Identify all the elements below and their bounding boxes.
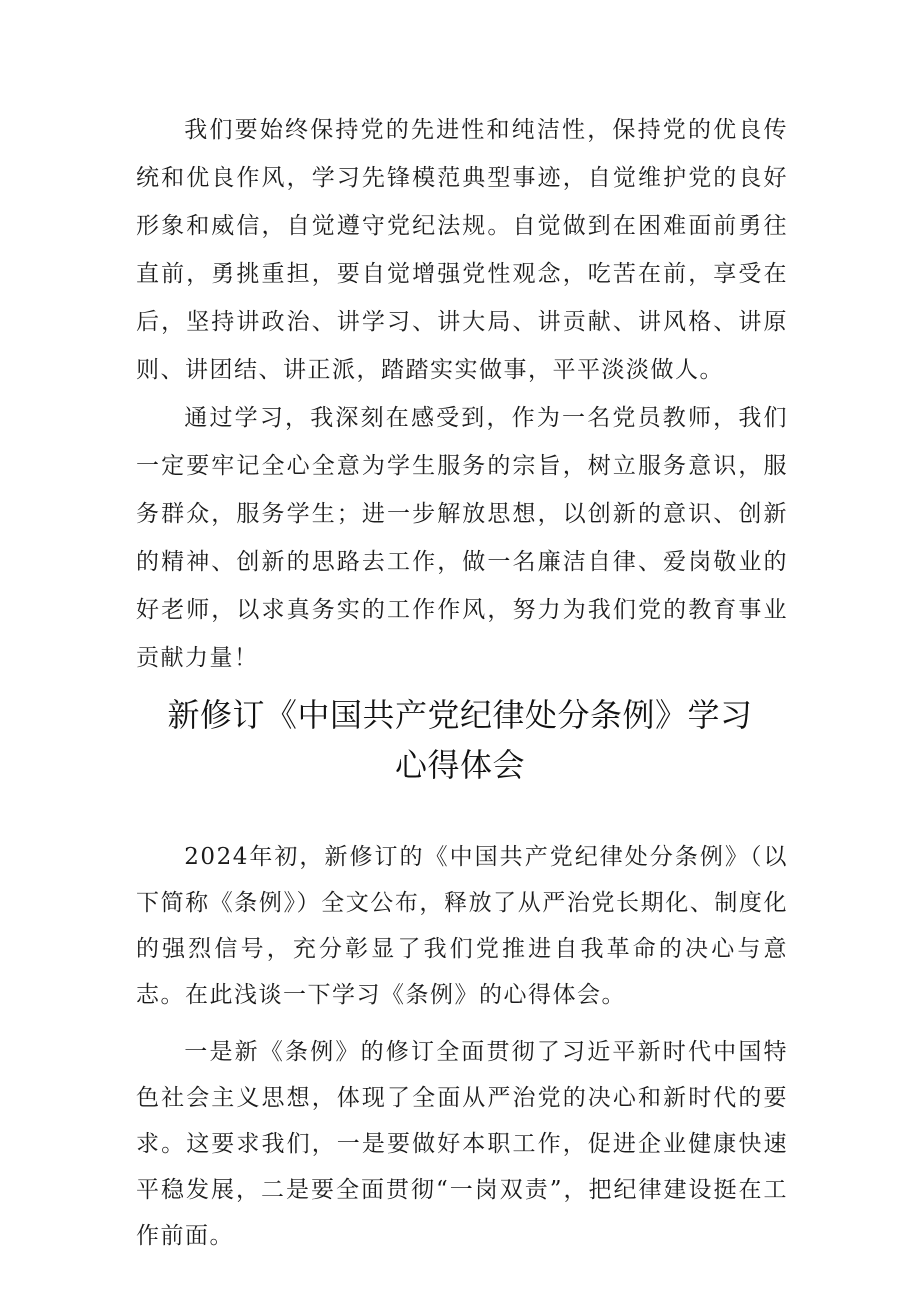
intro-paragraph-2: 通过学习，我深刻在感受到，作为一名党员教师，我们一定要牢记全心全意为学生服务的宗旨，树立服务意识，服务群众，服务学生；进一步解放思想，以创新的意识、创新的精神、创新的思路去工作，做一名廉洁自律、爱岗敬业的好老师，以求真务实的工作作风，努力为我们党的教育事业贡献力量！	[136, 405, 788, 671]
body-section	[136, 834, 788, 1259]
document-title-line-2: 心得体会	[394, 746, 525, 784]
body-paragraph-2: 一是新《条例》的修订全面贯彻了习近平新时代中国特色社会主义思想，体现了全面从严治党的决心和新时代的要求。这要求我们，一是要做好本职工作，促进企业健康快速平稳发展，二是要全面贯彻“一岗双责”，把纪律建设挺在工作前面。	[136, 1039, 788, 1249]
body-paragraph-1: 2024年初，新修订的《中国共产党纪律处分条例》（以下简称《条例》）全文公布，释放了从严治党长期化、制度化的强烈信号，充分彰显了我们党推进自我革命的决心与意志。在此浅谈一下学习《条例》的心得体会。	[136, 844, 788, 1008]
intro-paragraph-1: 我们要始终保持党的先进性和纯洁性，保持党的优良传统和优良作风，学习先锋模范典型事迹，自觉维护党的良好形象和威信，自觉遵守党纪法规。自觉做到在困难面前勇往直前，勇挑重担，要自觉增强党性观念，吃苦在前，享受在后，坚持讲政治、讲学习、讲大局、讲贡献、讲风格、讲原则、讲团结、讲正派，踏踏实实做事，平平淡淡做人。	[136, 117, 788, 383]
intro-section	[136, 106, 788, 682]
document-title-line-1: 新修订《中国共产党纪律处分条例》学习	[167, 696, 753, 734]
document-title	[100, 690, 820, 790]
